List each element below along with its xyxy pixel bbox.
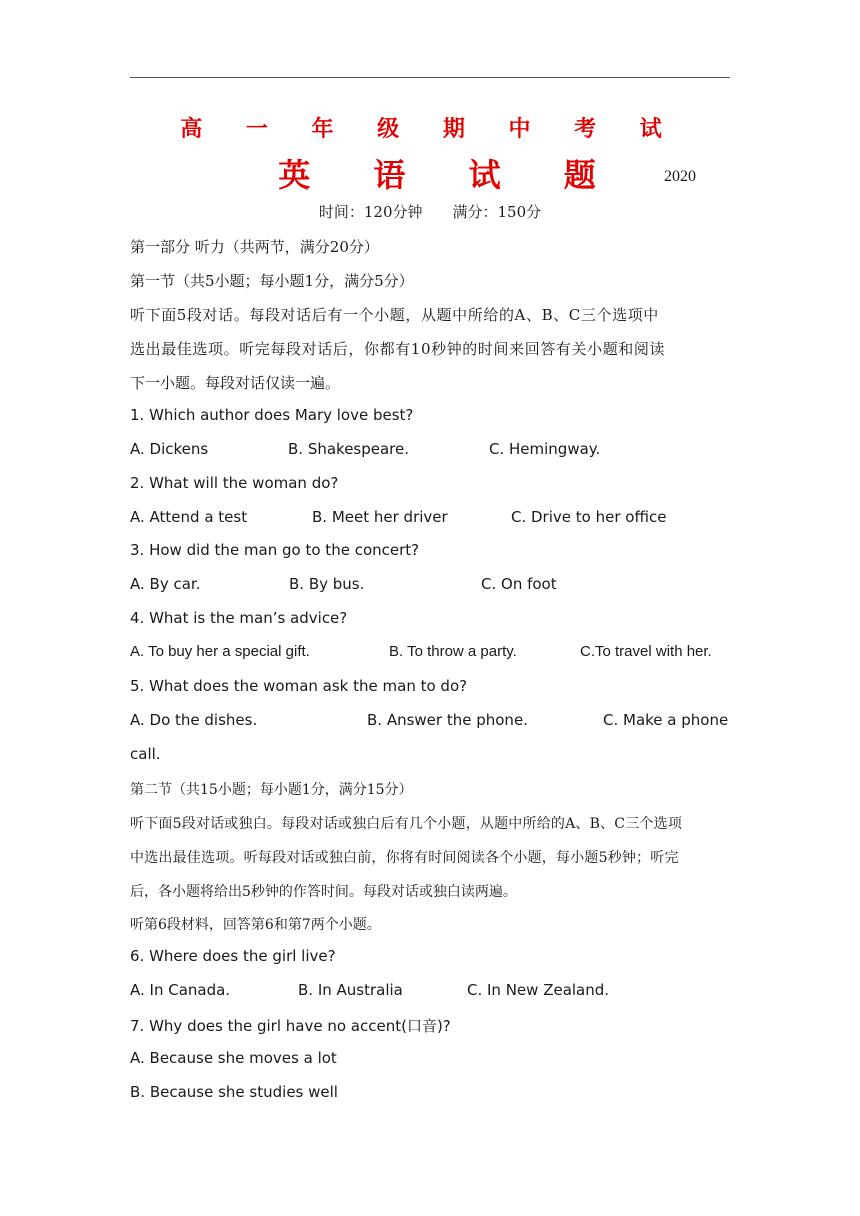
q6-option-a: A. In Canada. — [130, 981, 231, 999]
q6-option-c: C. In New Zealand. — [467, 981, 610, 999]
q1-option-c: C. Hemingway. — [489, 440, 601, 458]
question-2: 2. What will the woman do? — [130, 474, 339, 492]
time-limit: 时间：120分钟 — [318, 203, 423, 221]
q1-option-a: A. Dickens — [130, 440, 209, 458]
full-score: 满分：150分 — [452, 203, 542, 221]
q5-option-c: C. Make a phone — [603, 711, 729, 729]
section1-instruction-1: 听下面5段对话。每段对话后有一个小题，从题中所给的A、B、C三个选项中 — [130, 306, 659, 324]
q5-option-b: B. Answer the phone. — [367, 711, 528, 729]
section1-instruction-3: 下一小题。每段对话仅读一遍。 — [130, 374, 341, 392]
q7-option-a: A. Because she moves a lot — [130, 1049, 337, 1067]
section2-instruction-1: 听下面5段对话或独白。每段对话或独白后有几个小题，从题中所给的A、B、C三个选项 — [130, 816, 683, 832]
subject-title: 英 语 试 题 — [278, 156, 622, 194]
q4-option-b: B. To throw a party. — [389, 643, 517, 660]
exam-info — [0, 201, 860, 222]
q3-option-a: A. By car. — [130, 575, 201, 593]
section2-instruction-3: 后，各小题将给出5秒钟的作答时间。每段对话或独白读两遍。 — [130, 884, 517, 900]
question-1: 1. Which author does Mary love best? — [130, 406, 414, 424]
question-3: 3. How did the man go to the concert? — [130, 541, 420, 559]
section1-instruction-2: 选出最佳选项。听完每段对话后，你都有10秒钟的时间来回答有关小题和阅读 — [130, 340, 666, 358]
question-5: 5. What does the woman ask the man to do? — [130, 677, 468, 695]
question-7 — [130, 1015, 734, 1036]
q3-option-c: C. On foot — [481, 575, 557, 593]
material-note: 听第6段材料，回答第6和第7两个小题。 — [130, 917, 381, 933]
header-rule — [130, 77, 730, 78]
q7-text-end: )? — [436, 1017, 451, 1035]
exam-title: 高 一 年 级 期 中 考 试 — [180, 116, 680, 142]
year-label: 2020 — [664, 168, 696, 185]
q3-option-b: B. By bus. — [289, 575, 365, 593]
q7-option-b: B. Because she studies well — [130, 1083, 338, 1101]
question-4: 4. What is the man’s advice? — [130, 609, 348, 627]
q5-option-a: A. Do the dishes. — [130, 711, 258, 729]
q4-option-c: C.To travel with her. — [580, 643, 712, 660]
q2-option-c: C. Drive to her office — [511, 508, 667, 526]
section1-heading: 第一节（共5小题；每小题1分，满分5分） — [130, 272, 414, 290]
q2-option-b: B. Meet her driver — [312, 508, 448, 526]
q6-option-b: B. In Australia — [298, 981, 403, 999]
q5-option-c-continued: call. — [130, 745, 161, 763]
q4-option-a: A. To buy her a special gift. — [130, 643, 310, 660]
question-6: 6. Where does the girl live? — [130, 947, 336, 965]
q2-option-a: A. Attend a test — [130, 508, 248, 526]
q7-text: 7. Why does the girl have no accent( — [130, 1017, 407, 1035]
q7-accent-cn: 口音 — [406, 1017, 437, 1035]
section2-heading: 第二节（共15小题；每小题1分，满分15分） — [130, 782, 413, 798]
part1-heading: 第一部分 听力（共两节，满分20分） — [130, 238, 379, 256]
section2-instruction-2: 中选出最佳选项。听每段对话或独白前，你将有时间阅读各个小题，每小题5秒钟；听完 — [130, 850, 679, 866]
q1-option-b: B. Shakespeare. — [288, 440, 410, 458]
